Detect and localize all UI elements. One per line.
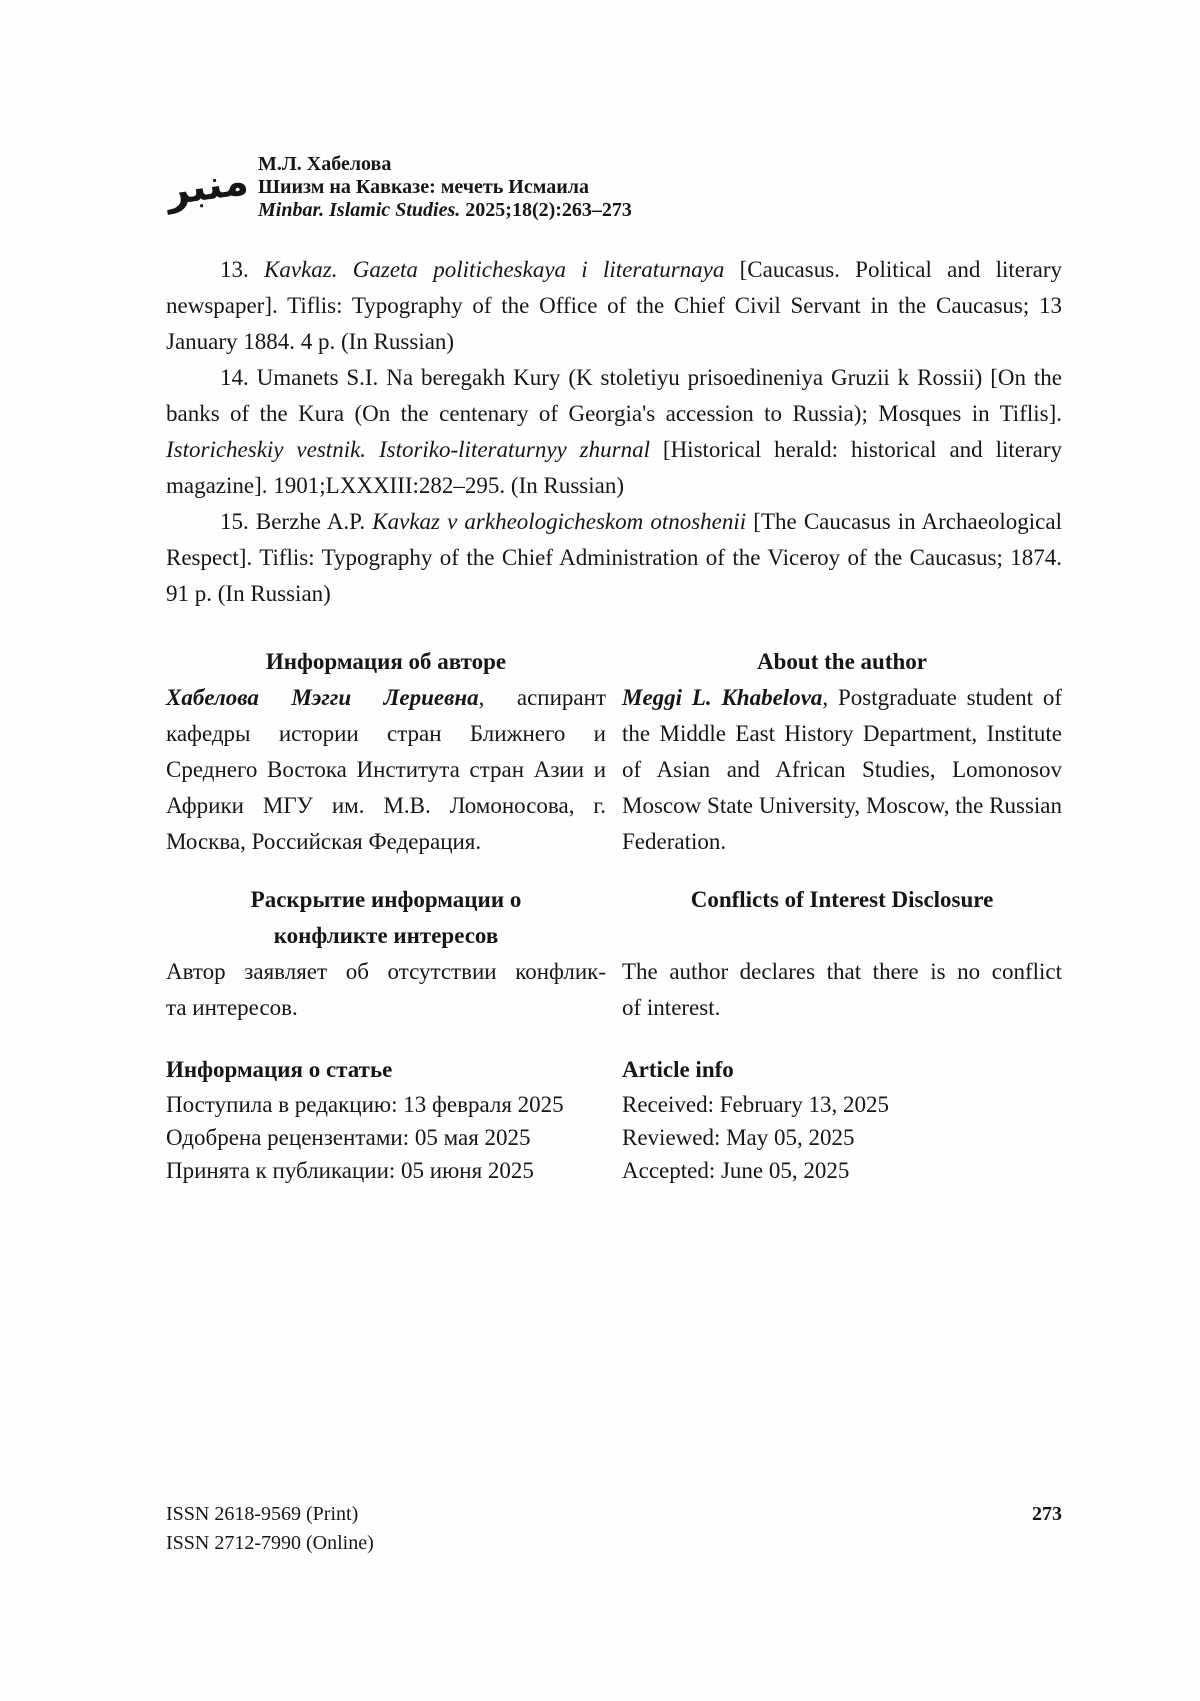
author-info-ru-column bbox=[166, 644, 606, 860]
article-info-en-dates: Received: February 13, 2025 Reviewed: May 05, 2025 Accepted: June 05, 2025 bbox=[622, 1092, 889, 1183]
issn-online: ISSN 2712-7990 (Online) bbox=[166, 1532, 374, 1554]
conflict-of-interest-section bbox=[166, 882, 1062, 1026]
author-info-en-heading: About the author bbox=[757, 649, 927, 674]
page-footer bbox=[166, 1500, 1062, 1558]
author-info-section bbox=[166, 644, 1062, 860]
article-info-en-heading: Article info bbox=[622, 1057, 734, 1082]
article-info-en-column bbox=[622, 1052, 1062, 1187]
conflict-ru-body: Автор заявляет об отсутствии конфлик- та интересов. bbox=[166, 959, 606, 1020]
page-number: 273 bbox=[1032, 1503, 1062, 1525]
article-info-ru-heading: Информация о статье bbox=[166, 1057, 393, 1082]
issn-block bbox=[166, 1500, 374, 1558]
author-info-en-body: Meggi L. Khabelova, Postgraduate student of the Middle East History Department, Institute of Asian and African Studies, Lomonosov Moscow State University, Moscow, the Russian Federation. bbox=[622, 685, 1063, 854]
author-info-ru-heading: Информация об авторе bbox=[265, 649, 507, 674]
reference-list bbox=[166, 252, 1062, 612]
reference-item-15: 15. Berzhe A.P. Kavkaz v arkheologicheskom otnoshenii [The Caucasus in Archaeological Respect]. Tiflis: Typography of the Chief Administration of the Viceroy of the Caucasus; 1874. 91 p. (In Russian) bbox=[166, 509, 1062, 606]
reference-item-14: 14. Umanets S.I. Na beregakh Kury (K stoletiyu prisoedineniya Gruzii k Rossii) [On the banks of the Kura (On the centenary of Georgia's accession to Russia); Mosques in Tiflis]. Istoricheskiy vestnik. Istoriko-literaturnyy zhurnal [Historical herald: historical and literary magazine]. 1901;LXXXIII:282–295. (In Russian) bbox=[166, 365, 1062, 498]
conflict-en-body: The author declares that there is no conflict of interest. bbox=[622, 959, 1062, 1020]
author-info-en-column bbox=[622, 644, 1062, 860]
running-header bbox=[163, 150, 1062, 224]
header-author-name: М.Л. Хабелова bbox=[258, 152, 392, 175]
conflict-ru-column bbox=[166, 882, 606, 1026]
journal-name: Minbar. Islamic Studies. bbox=[258, 198, 461, 221]
author-info-ru-body: Хабелова Мэгги Лериевна, аспирант кафедры истории стран Ближнего и Среднего Востока Института стран Азии и Африки МГУ им. М.В. Ломоносова, г. Москва, Российская Федерация. bbox=[166, 685, 606, 854]
running-header-text bbox=[258, 153, 632, 222]
conflict-en-heading: Conflicts of Interest Disclosure bbox=[690, 887, 994, 912]
issn-print: ISSN 2618-9569 (Print) bbox=[166, 1503, 359, 1525]
journal-issue-info: 2025;18(2):263–273 bbox=[460, 198, 632, 221]
reference-item-13: 13. Kavkaz. Gazeta politicheskaya i literaturnaya [Caucasus. Political and literary newspaper]. Tiflis: Typography of the Office of the Chief Civil Servant in the Caucasus; 13 January 1884. 4 p. (In Russian) bbox=[166, 257, 1062, 354]
minbar-calligraphy-logo-icon: منبر bbox=[163, 157, 252, 215]
article-info-ru-column bbox=[166, 1052, 606, 1187]
conflict-en-column bbox=[622, 882, 1062, 1026]
article-info-section bbox=[166, 1052, 1062, 1187]
header-journal-citation bbox=[258, 199, 632, 222]
header-article-title: Шиизм на Кавказе: мечеть Исмаила bbox=[258, 175, 589, 198]
conflict-ru-heading: Раскрытие информации о конфликте интересов bbox=[250, 887, 522, 948]
article-info-ru-dates: Поступила в редакцию: 13 февраля 2025 Одобрена рецензентами: 05 мая 2025 Принята к публикации: 05 июня 2025 bbox=[166, 1092, 564, 1183]
